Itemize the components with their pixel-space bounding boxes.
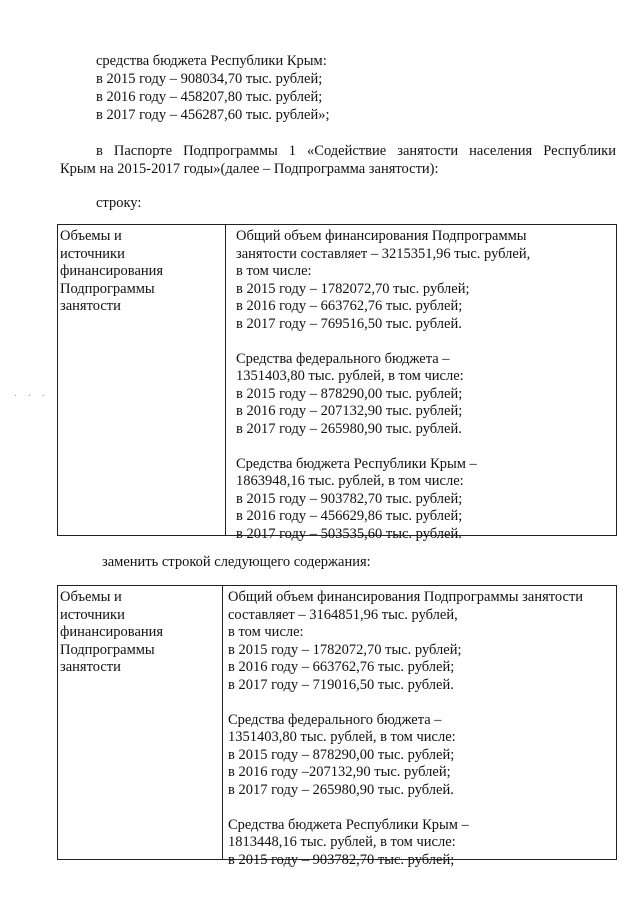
old-crimea-line: 1863948,16 тыс. рублей, в том числе: (236, 473, 464, 489)
new-federal-line: в 2016 году –207132,90 тыс. рублей; (228, 764, 451, 780)
new-federal-line: в 2017 году – 265980,90 тыс. рублей. (228, 781, 454, 798)
passport-paragraph-line-2: Крым на 2015-2017 годы»(далее – Подпрограмма занятости): (60, 161, 439, 177)
new-table-right-cell (228, 588, 583, 868)
new-crimea-line: Средства бюджета Республики Крым – (228, 816, 469, 833)
old-federal-line: Средства федерального бюджета – (236, 350, 450, 367)
old-left-line: Подпрограммы (60, 280, 155, 297)
new-left-line: финансирования (60, 624, 164, 640)
new-left-line: занятости (60, 659, 121, 675)
intro-line-3: в 2016 году – 458207,80 тыс. рублей; (96, 89, 323, 105)
old-financing-table (57, 224, 617, 542)
intro-line-2: в 2015 году – 908034,70 тыс. рублей; (96, 71, 323, 87)
new-crimea-line: в 2015 году – 903782,70 тыс. рублей; (228, 851, 455, 868)
old-total-line: в 2017 году – 769516,50 тыс. рублей. (236, 315, 462, 332)
old-table-left-cell (60, 227, 163, 315)
stroku-label: строку: (96, 195, 142, 211)
new-federal-line: 1351403,80 тыс. рублей, в том числе: (228, 729, 456, 745)
old-crimea-line: в 2015 году – 903782,70 тыс. рублей; (236, 490, 463, 507)
new-financing-table (57, 585, 617, 868)
replace-label: заменить строкой следующего содержания: (102, 554, 371, 570)
old-crimea-line: в 2017 году – 503535,60 тыс. рублей. (236, 525, 462, 542)
new-left-line: Объемы и (60, 589, 122, 605)
new-table-left-cell (60, 588, 163, 676)
old-federal-line: в 2016 году – 207132,90 тыс. рублей; (236, 403, 463, 419)
margin-dots: · · · (14, 391, 49, 402)
new-total-line: в 2017 году – 719016,50 тыс. рублей. (228, 676, 454, 693)
old-table-right-cell (236, 227, 530, 542)
old-total-line: в 2015 году – 1782072,70 тыс. рублей; (236, 280, 470, 297)
old-table-divider (225, 225, 226, 535)
new-total-line: в 2016 году – 663762,76 тыс. рублей; (228, 659, 455, 675)
intro-line-4: в 2017 году – 456287,60 тыс. рублей»; (96, 107, 330, 123)
old-total-line: в том числе: (236, 263, 312, 279)
old-left-line: Объемы и (60, 228, 122, 244)
new-federal-line: Средства федерального бюджета – (228, 711, 442, 728)
old-total-line: занятости составляет – 3215351,96 тыс. рублей, (236, 245, 531, 262)
new-total-line: составляет – 3164851,96 тыс. рублей, (228, 606, 458, 623)
old-left-line: финансирования (60, 263, 164, 279)
old-left-line: занятости (60, 298, 121, 314)
new-left-line: источники (60, 606, 125, 623)
passport-paragraph-line-1: в Паспорте Подпрограммы 1 «Содействие занятости населения Республики (96, 143, 616, 159)
old-federal-line: в 2017 году – 265980,90 тыс. рублей. (236, 420, 462, 437)
old-crimea-line: в 2016 году – 456629,86 тыс. рублей; (236, 508, 463, 524)
new-total-line: в 2015 году – 1782072,70 тыс. рублей; (228, 641, 462, 658)
intro-line-1: средства бюджета Республики Крым: (96, 53, 327, 69)
new-left-line: Подпрограммы (60, 641, 155, 658)
old-total-line: в 2016 году – 663762,76 тыс. рублей; (236, 298, 463, 314)
old-total-line: Общий объем финансирования Подпрограммы (236, 228, 527, 244)
new-crimea-line: 1813448,16 тыс. рублей, в том числе: (228, 834, 456, 850)
old-left-line: источники (60, 245, 125, 262)
old-federal-line: в 2015 году – 878290,00 тыс. рублей; (236, 385, 463, 402)
old-crimea-line: Средства бюджета Республики Крым – (236, 455, 477, 472)
new-total-line: в том числе: (228, 624, 304, 640)
new-table-divider (222, 586, 223, 859)
old-federal-line: 1351403,80 тыс. рублей, в том числе: (236, 368, 464, 384)
new-total-line: Общий объем финансирования Подпрограммы занятости (228, 589, 584, 605)
new-federal-line: в 2015 году – 878290,00 тыс. рублей; (228, 746, 455, 763)
